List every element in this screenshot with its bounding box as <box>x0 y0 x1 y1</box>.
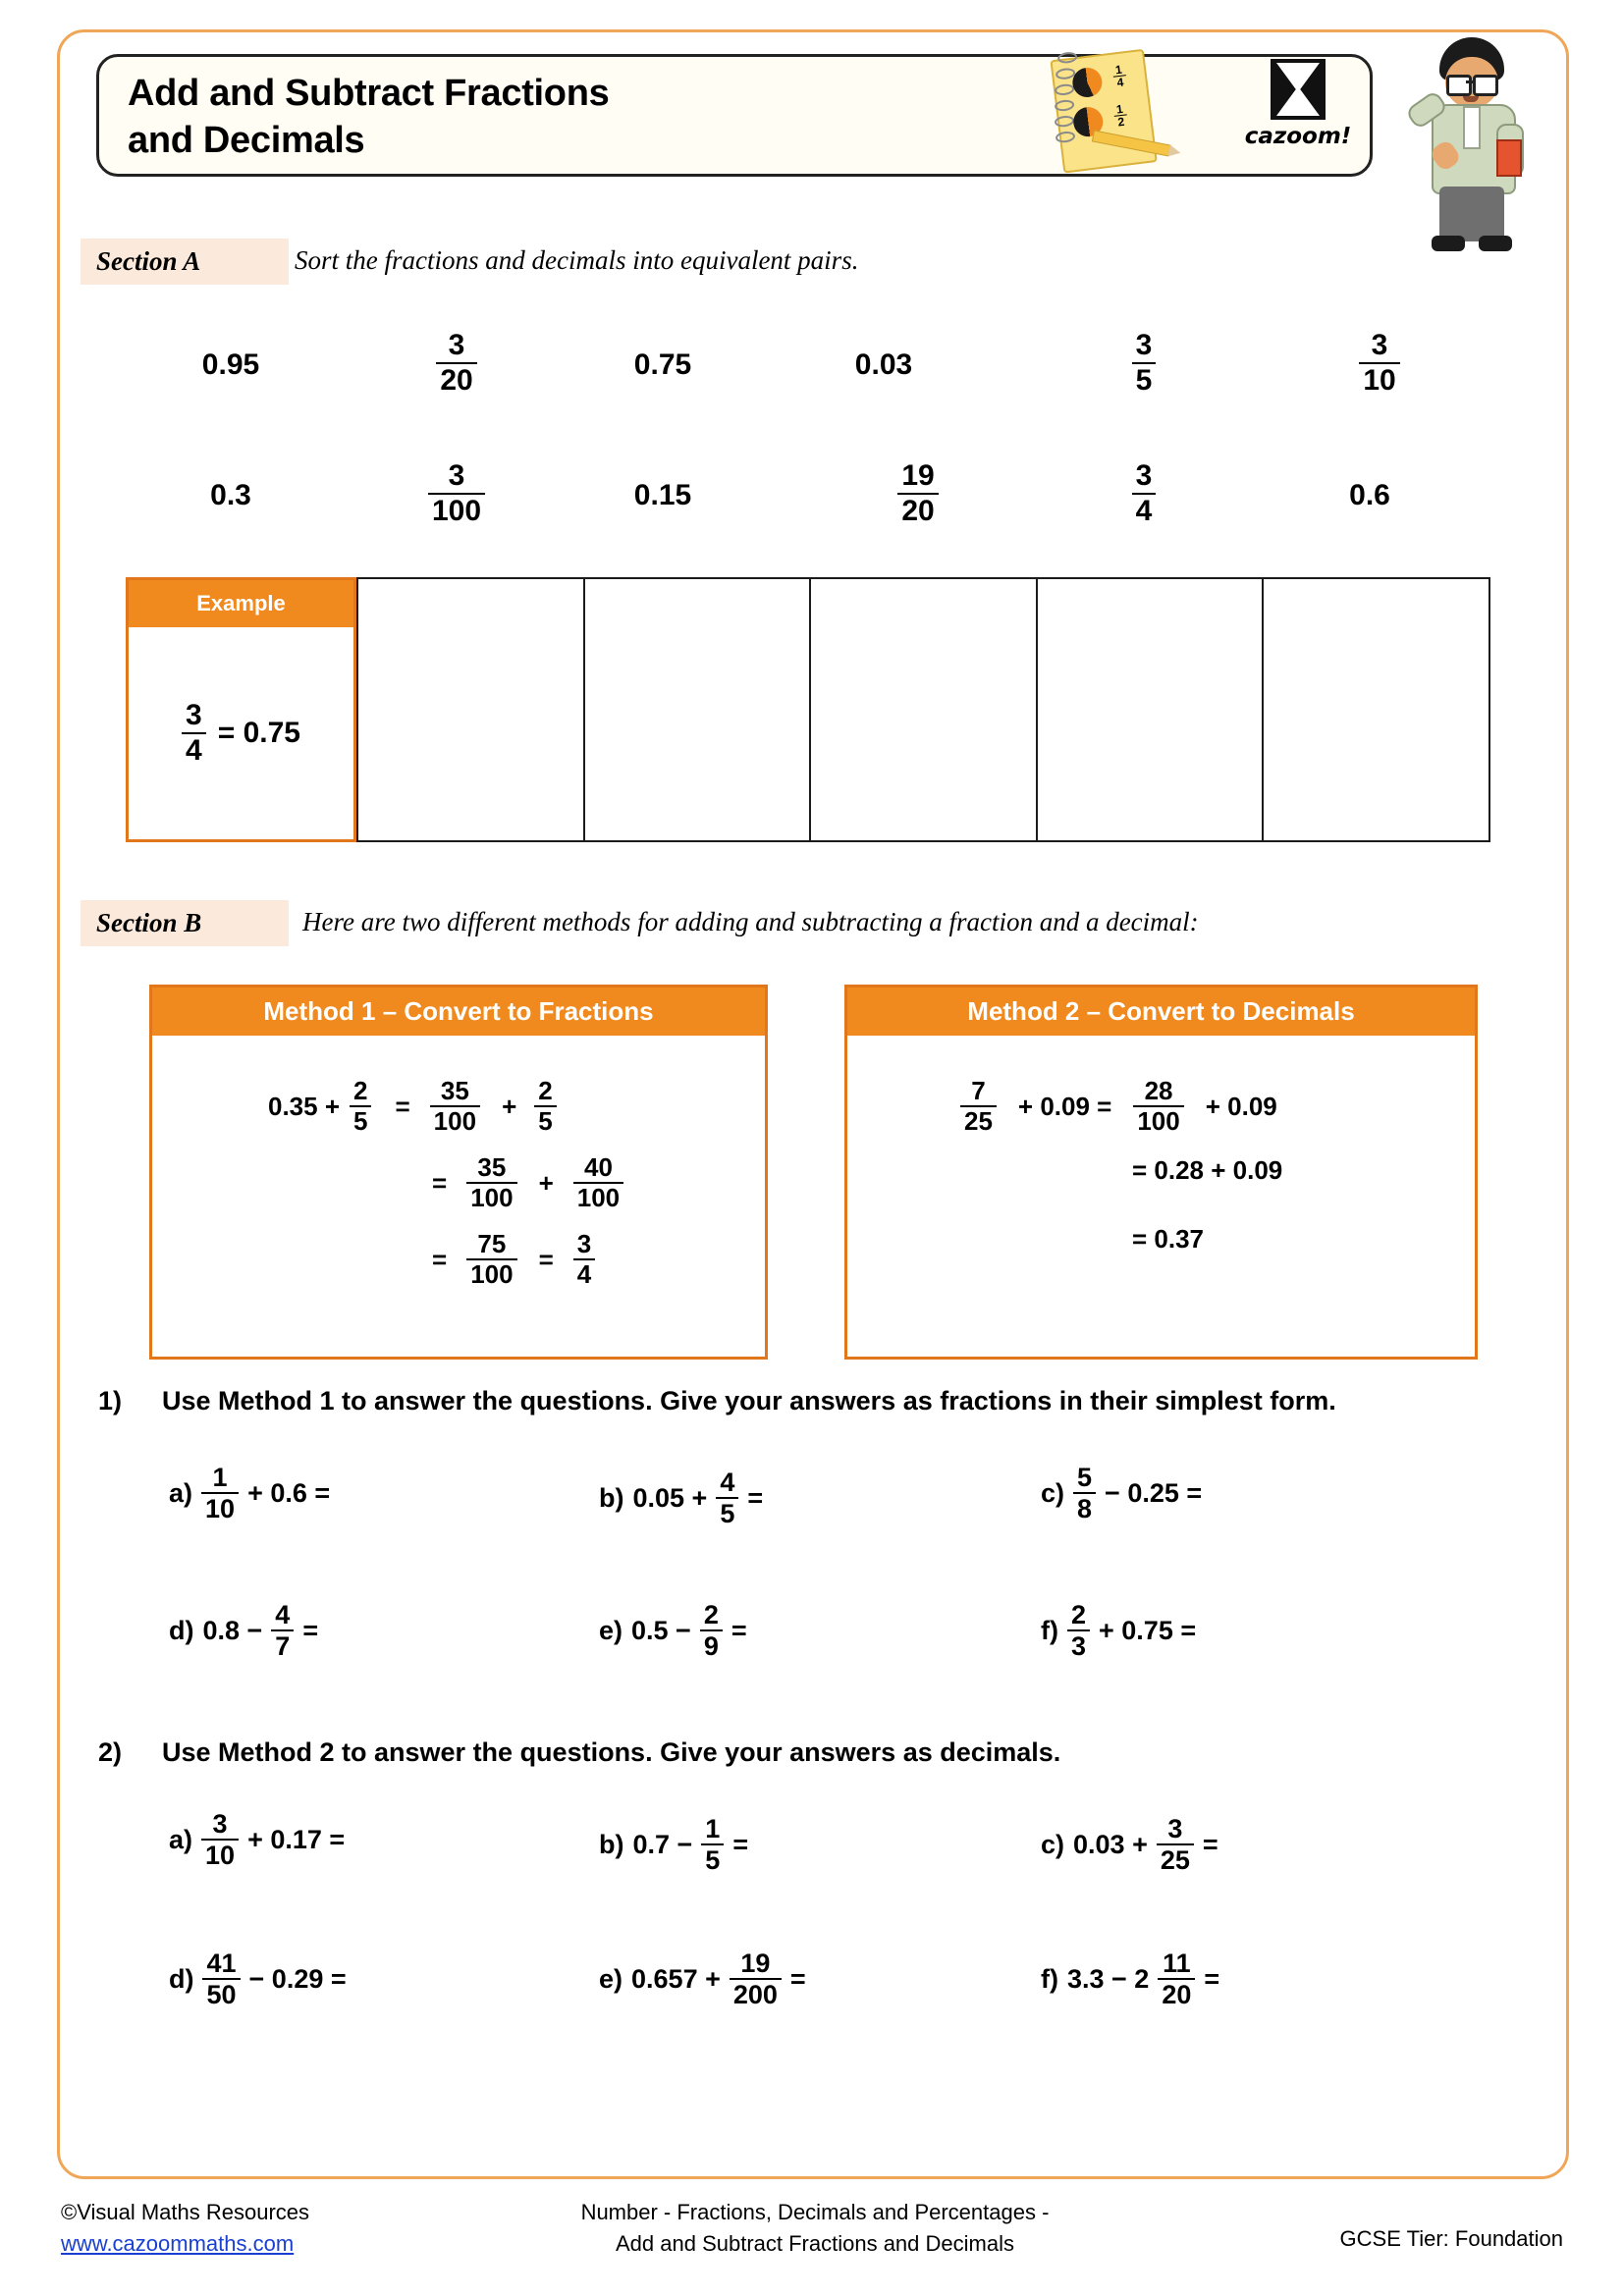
pool-value: 0.95 <box>201 348 260 381</box>
pool-value: 0.3 <box>210 479 251 511</box>
m1-l2-f2-num: 40 <box>584 1152 613 1182</box>
q1d-den: 7 <box>271 1629 294 1661</box>
section-b-instruction: Here are two different methods for adding and subtracting a fraction and a decimal: <box>302 907 1199 936</box>
notepad-fraction2-denominator: 2 <box>1116 114 1126 130</box>
footer-copyright: ©Visual Maths Resources <box>61 2200 310 2224</box>
footer-tier: GCSE Tier: Foundation <box>1339 2226 1563 2251</box>
m1-l1-f2-num: 35 <box>440 1076 469 1105</box>
example-content <box>129 627 353 839</box>
m2-l1-f1-den: 25 <box>960 1105 997 1136</box>
q2d-num: 41 <box>206 1949 237 1978</box>
method-1-body <box>152 1036 765 1315</box>
page-title-line1: Add and Subtract Fractions <box>128 73 610 114</box>
m1-l2-f1-den: 100 <box>466 1182 516 1212</box>
question-1-item-d <box>169 1600 318 1661</box>
q1f-label: f) <box>1041 1615 1058 1645</box>
m2-l1-mid: + 0.09 = <box>1017 1091 1112 1121</box>
q1e-post: = <box>731 1615 747 1645</box>
m1-l1-equals: = <box>395 1091 410 1121</box>
pool-value: 0.6 <box>1349 479 1390 511</box>
question-1-item-f <box>1041 1600 1196 1661</box>
q2e-post: = <box>789 1963 806 1994</box>
pool-item <box>1316 329 1443 397</box>
q1c-post: − 0.25 = <box>1105 1477 1203 1508</box>
m1-l3-f1-num: 75 <box>477 1229 507 1258</box>
section-b-tag: Section B <box>81 900 289 946</box>
q2e-pre: 0.657 + <box>631 1963 721 1994</box>
pool-numerator: 3 <box>1135 329 1153 361</box>
q1f-num: 2 <box>1070 1600 1087 1629</box>
m2-l1-f2-den: 100 <box>1133 1105 1183 1136</box>
sorting-table <box>126 577 1490 842</box>
example-rhs: = 0.75 <box>217 717 300 749</box>
page-title <box>128 71 1011 164</box>
q1f-den: 3 <box>1067 1629 1090 1661</box>
answer-cell-3[interactable] <box>809 577 1036 842</box>
q1d-num: 4 <box>275 1600 291 1629</box>
pool-denominator: 20 <box>897 493 938 528</box>
q1b-label: b) <box>599 1482 624 1513</box>
q1e-den: 9 <box>700 1629 723 1661</box>
method-2-header: Method 2 – Convert to Decimals <box>847 988 1475 1036</box>
pool-numerator: 3 <box>1135 459 1153 492</box>
q2b-den: 5 <box>701 1843 724 1875</box>
m1-l2-equals: = <box>432 1167 448 1198</box>
q2c-pre: 0.03 + <box>1073 1829 1148 1859</box>
m1-l3-equals2: = <box>538 1244 554 1274</box>
m1-l3-f2-den: 4 <box>573 1258 595 1289</box>
pool-item <box>1306 479 1434 512</box>
question-1-item-e <box>599 1600 747 1661</box>
q1e-label: e) <box>599 1615 623 1645</box>
q1b-den: 5 <box>716 1497 738 1528</box>
q1a-num: 1 <box>212 1463 228 1492</box>
answer-cell-5[interactable] <box>1262 577 1490 842</box>
answer-cell-4[interactable] <box>1036 577 1263 842</box>
method-2-line-2: = 0.28 + 0.09 <box>1132 1155 1283 1185</box>
footer-topic-line2: Add and Subtract Fractions and Decimals <box>616 2230 1014 2256</box>
pool-item <box>1080 459 1208 527</box>
question-2-prompt: Use Method 2 to answer the questions. Give your answers as decimals. <box>162 1737 1061 1767</box>
answer-cell-1[interactable] <box>356 577 583 842</box>
footer-center <box>511 2197 1119 2260</box>
question-1-item-b <box>599 1468 763 1528</box>
pool-item <box>599 348 727 382</box>
q2f-post: = <box>1204 1963 1220 1994</box>
method-1-line-1 <box>268 1077 557 1136</box>
question-2-number: 2) <box>98 1737 123 1767</box>
pool-value: 0.15 <box>633 479 692 511</box>
method-2-box <box>844 985 1478 1360</box>
q2a-post: + 0.17 = <box>247 1824 346 1854</box>
pool-numerator: 3 <box>448 459 465 492</box>
pool-denominator: 100 <box>428 493 485 528</box>
q1a-label: a) <box>169 1477 193 1508</box>
q1f-post: + 0.75 = <box>1099 1615 1197 1645</box>
section-a-instruction: Sort the fractions and decimals into equivalent pairs. <box>295 245 859 275</box>
method-2-line-3: = 0.37 <box>1132 1224 1205 1254</box>
q2b-pre: 0.7 − <box>632 1829 693 1859</box>
pool-value: 0.03 <box>854 348 913 381</box>
m2-l1-f1-num: 7 <box>971 1076 986 1105</box>
section-a-tag: Section A <box>81 239 289 285</box>
pool-item <box>393 329 520 397</box>
example-cell <box>126 577 356 842</box>
q1c-label: c) <box>1041 1477 1065 1508</box>
m1-l2-plus: + <box>538 1167 554 1198</box>
notepad-icon <box>1041 37 1169 183</box>
pool-denominator: 10 <box>1359 362 1399 398</box>
student-character-illustration <box>1406 29 1543 265</box>
q2b-post: = <box>732 1829 749 1859</box>
m1-l3-f2-num: 3 <box>576 1229 592 1258</box>
q1a-den: 10 <box>201 1492 239 1523</box>
pool-denominator: 4 <box>1132 493 1157 528</box>
q1a-post: + 0.6 = <box>247 1477 331 1508</box>
q2e-num: 19 <box>740 1949 771 1978</box>
method-1-line-3 <box>432 1230 595 1289</box>
q1e-pre: 0.5 − <box>631 1615 691 1645</box>
m2-l1-f2-num: 28 <box>1144 1076 1173 1105</box>
q2d-post: − 0.29 = <box>248 1963 347 1994</box>
m1-l1-lhs: 0.35 + <box>268 1091 341 1121</box>
answer-cell-2[interactable] <box>583 577 810 842</box>
notepad-fraction1-numerator: 1 <box>1111 63 1125 77</box>
m1-l1-f3-den: 5 <box>534 1105 556 1136</box>
cazoom-logo <box>1239 59 1357 172</box>
pool-numerator: 19 <box>901 459 935 492</box>
example-header: Example <box>129 580 353 627</box>
pool-item <box>167 479 295 512</box>
q1b-post: = <box>747 1482 764 1513</box>
m1-l2-f2-den: 100 <box>573 1182 623 1212</box>
pool-value: 0.75 <box>633 348 692 381</box>
footer-topic-line1: Number - Fractions, Decimals and Percentages - <box>580 2200 1050 2224</box>
logo-wordmark: cazoom! <box>1244 124 1352 149</box>
pool-denominator: 20 <box>436 362 476 398</box>
example-denominator: 4 <box>182 732 206 768</box>
q2b-num: 1 <box>705 1814 721 1843</box>
q2a-label: a) <box>169 1824 193 1854</box>
m1-l3-equals: = <box>432 1244 448 1274</box>
pool-item <box>1080 329 1208 397</box>
q2c-num: 3 <box>1167 1814 1183 1843</box>
q2b-label: b) <box>599 1829 624 1859</box>
question-2-item-d <box>169 1949 347 2009</box>
m1-l1-f1-num: 2 <box>353 1076 368 1105</box>
m1-l2-f1-num: 35 <box>477 1152 507 1182</box>
notepad-fraction1-denominator: 4 <box>1115 75 1125 90</box>
pool-item <box>820 348 947 382</box>
q2e-den: 200 <box>730 1978 782 2009</box>
method-1-line-2 <box>432 1153 623 1212</box>
pool-numerator: 3 <box>448 329 465 361</box>
example-numerator: 3 <box>186 699 202 732</box>
m1-l3-f1-den: 100 <box>466 1258 516 1289</box>
q2e-label: e) <box>599 1963 623 1994</box>
q2f-den: 20 <box>1158 1978 1195 2009</box>
m2-l1-tail: + 0.09 <box>1205 1091 1277 1121</box>
method-1-box <box>149 985 768 1360</box>
pool-item <box>167 348 295 382</box>
q2d-den: 50 <box>202 1978 240 2009</box>
pool-denominator: 5 <box>1132 362 1157 398</box>
q1b-pre: 0.05 + <box>632 1482 708 1513</box>
question-1-item-a <box>169 1463 330 1523</box>
q2c-label: c) <box>1041 1829 1065 1859</box>
m1-l1-plus: + <box>502 1091 517 1121</box>
page-title-line2: and Decimals <box>128 119 365 161</box>
q2d-label: d) <box>169 1963 194 1994</box>
q2f-pre: 3.3 − 2 <box>1066 1963 1150 1994</box>
question-2-item-b <box>599 1814 748 1875</box>
q2c-post: = <box>1202 1829 1218 1859</box>
question-2-item-c <box>1041 1814 1218 1875</box>
q1e-num: 2 <box>703 1600 719 1629</box>
notepad-fraction2-numerator: 1 <box>1112 102 1126 116</box>
question-1-prompt: Use Method 1 to answer the questions. Give your answers as fractions in their simplest form. <box>162 1386 1336 1415</box>
q1d-post: = <box>302 1615 319 1645</box>
pool-numerator: 3 <box>1371 329 1388 361</box>
footer-left <box>61 2197 309 2260</box>
question-1-item-c <box>1041 1463 1202 1523</box>
q2a-den: 10 <box>201 1839 239 1870</box>
q1d-pre: 0.8 − <box>202 1615 263 1645</box>
question-2-item-e <box>599 1949 806 2009</box>
q2c-den: 25 <box>1157 1843 1194 1875</box>
method-2-line-1 <box>960 1077 1277 1136</box>
q1d-label: d) <box>169 1615 194 1645</box>
q1b-num: 4 <box>720 1468 735 1497</box>
method-2-body <box>847 1036 1475 1315</box>
question-2-item-a <box>169 1809 345 1870</box>
pool-item <box>388 459 525 527</box>
logo-mark-icon <box>1271 59 1326 120</box>
m1-l1-f2-den: 100 <box>430 1105 480 1136</box>
pool-item <box>854 459 982 527</box>
q2f-label: f) <box>1041 1963 1058 1994</box>
method-1-header: Method 1 – Convert to Fractions <box>152 988 765 1036</box>
pool-item <box>599 479 727 512</box>
q2a-num: 3 <box>212 1809 228 1839</box>
question-1-number: 1) <box>98 1386 123 1415</box>
m1-l1-f3-num: 2 <box>538 1076 553 1105</box>
footer-website-link[interactable]: www.cazoommaths.com <box>61 2230 295 2256</box>
m1-l1-f1-den: 5 <box>350 1105 371 1136</box>
q1c-num: 5 <box>1077 1463 1093 1492</box>
q2f-num: 11 <box>1163 1949 1191 1978</box>
q1c-den: 8 <box>1073 1492 1096 1523</box>
question-2-item-f <box>1041 1949 1219 2009</box>
